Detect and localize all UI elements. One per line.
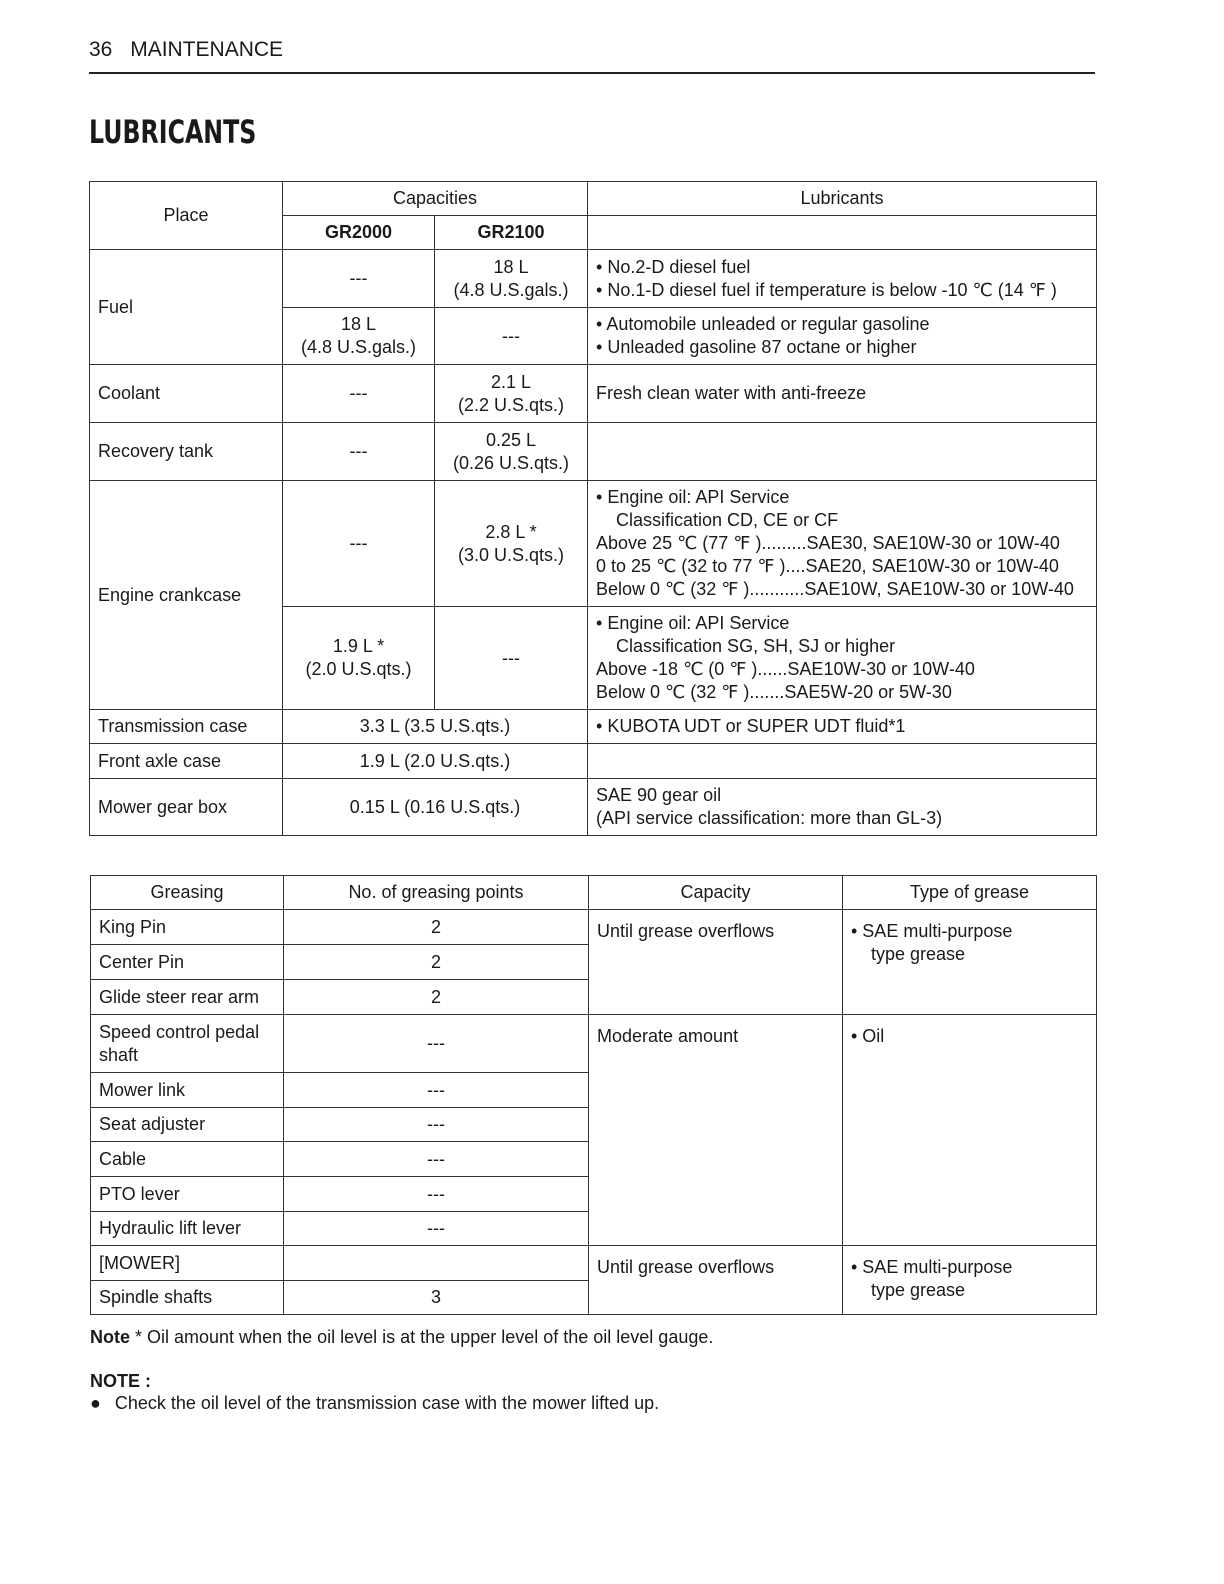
greasing-points bbox=[284, 1246, 589, 1281]
header-gr2000: GR2000 bbox=[283, 216, 435, 250]
table-row bbox=[90, 365, 1097, 423]
place-mower-gear-box: Mower gear box bbox=[90, 779, 283, 836]
page-title: LUBRICANTS bbox=[89, 113, 257, 151]
greasing-type: • SAE multi-purpose type grease bbox=[843, 910, 1097, 1015]
header-capacity: Capacity bbox=[589, 876, 843, 910]
lubricant-cell: • Engine oil: API Service Classification SG, SH, SJ or higher Above -18 ℃ (0 ℉ )......SAE10W-30 or 10W-40 Below 0 ℃ (32 ℉ ).......SAE5W-20 or 5W-30 bbox=[588, 607, 1097, 710]
lubricant-cell: • Engine oil: API Service Classification CD, CE or CF Above 25 ℃ (77 ℉ ).........SAE30, SAE10W-30 or 10W-40 0 to 25 ℃ (32 to 77 ℉ )....SAE20, SAE10W-30 or 10W-40 Below 0 ℃ (32 ℉ )...........SAE10W, SAE10W-30 or 10W-40 bbox=[588, 481, 1097, 607]
capacity-cell: --- bbox=[435, 607, 588, 710]
capacity-cell: 0.15 L (0.16 U.S.qts.) bbox=[283, 779, 588, 836]
header-place: Place bbox=[90, 182, 283, 250]
table-row bbox=[90, 182, 1097, 216]
greasing-points: --- bbox=[284, 1142, 589, 1177]
greasing-place: Speed control pedal shaft bbox=[91, 1015, 284, 1073]
table-row bbox=[90, 710, 1097, 744]
lubricant-cell: Fresh clean water with anti-freeze bbox=[588, 365, 1097, 423]
note-heading: NOTE : bbox=[90, 1371, 151, 1391]
place-transmission-case: Transmission case bbox=[90, 710, 283, 744]
greasing-place: Mower link bbox=[91, 1073, 284, 1108]
capacity-cell: 3.3 L (3.5 U.S.qts.) bbox=[283, 710, 588, 744]
header-type: Type of grease bbox=[843, 876, 1097, 910]
greasing-capacity: Until grease overflows bbox=[589, 910, 843, 1015]
lubricant-cell: • No.2-D diesel fuel • No.1-D diesel fuel if temperature is below -10 ℃ (14 ℉ ) bbox=[588, 250, 1097, 308]
note-label: Note bbox=[90, 1327, 130, 1347]
page-header bbox=[89, 38, 1095, 74]
header-capacities: Capacities bbox=[283, 182, 588, 216]
greasing-capacity: Moderate amount bbox=[589, 1015, 843, 1246]
lubricants-table bbox=[89, 181, 1097, 836]
capacity-cell: --- bbox=[283, 423, 435, 481]
table-row bbox=[90, 423, 1097, 481]
table-row bbox=[91, 876, 1097, 910]
header-lubricants: Lubricants bbox=[588, 182, 1097, 216]
greasing-points: --- bbox=[284, 1212, 589, 1246]
capacity-cell: --- bbox=[435, 308, 588, 365]
greasing-points: 2 bbox=[284, 980, 589, 1015]
greasing-place: PTO lever bbox=[91, 1177, 284, 1212]
empty-cell bbox=[588, 744, 1097, 779]
note-block bbox=[90, 1370, 659, 1414]
lubricant-cell: • KUBOTA UDT or SUPER UDT fluid*1 bbox=[588, 710, 1097, 744]
header-gr2100: GR2100 bbox=[435, 216, 588, 250]
greasing-place: [MOWER] bbox=[91, 1246, 284, 1281]
capacity-cell: 0.25 L (0.26 U.S.qts.) bbox=[435, 423, 588, 481]
greasing-place: Seat adjuster bbox=[91, 1108, 284, 1142]
capacity-cell: 2.1 L (2.2 U.S.qts.) bbox=[435, 365, 588, 423]
bullet-icon: ● bbox=[90, 1393, 101, 1413]
note-item bbox=[90, 1392, 659, 1414]
lubricant-cell: SAE 90 gear oil (API service classification: more than GL-3) bbox=[588, 779, 1097, 836]
greasing-points: --- bbox=[284, 1015, 589, 1073]
section-title: MAINTENANCE bbox=[130, 38, 284, 61]
table-row bbox=[90, 779, 1097, 836]
note-item-text: Check the oil level of the transmission case with the mower lifted up. bbox=[114, 1393, 660, 1413]
greasing-points: 2 bbox=[284, 945, 589, 980]
greasing-type: • Oil bbox=[843, 1015, 1097, 1246]
capacity-cell: 1.9 L * (2.0 U.S.qts.) bbox=[283, 607, 435, 710]
note-text: * Oil amount when the oil level is at the upper level of the oil level gauge. bbox=[135, 1327, 714, 1347]
greasing-points: 3 bbox=[284, 1281, 589, 1315]
table-row bbox=[91, 910, 1097, 945]
greasing-points: --- bbox=[284, 1073, 589, 1108]
table-row bbox=[91, 1015, 1097, 1073]
place-front-axle-case: Front axle case bbox=[90, 744, 283, 779]
capacity-cell: 2.8 L * (3.0 U.S.qts.) bbox=[435, 481, 588, 607]
greasing-type: • SAE multi-purpose type grease bbox=[843, 1246, 1097, 1315]
greasing-place: Glide steer rear arm bbox=[91, 980, 284, 1015]
greasing-points: 2 bbox=[284, 910, 589, 945]
lubricant-cell: • Automobile unleaded or regular gasoline • Unleaded gasoline 87 octane or higher bbox=[588, 308, 1097, 365]
capacity-cell: --- bbox=[283, 250, 435, 308]
greasing-capacity: Until grease overflows bbox=[589, 1246, 843, 1315]
empty-cell bbox=[588, 423, 1097, 481]
place-recovery-tank: Recovery tank bbox=[90, 423, 283, 481]
table-row bbox=[91, 1246, 1097, 1281]
page-number: 36 bbox=[89, 38, 113, 61]
footnote bbox=[90, 1327, 713, 1348]
table-row bbox=[90, 481, 1097, 607]
capacity-cell: 1.9 L (2.0 U.S.qts.) bbox=[283, 744, 588, 779]
greasing-place: Cable bbox=[91, 1142, 284, 1177]
greasing-place: King Pin bbox=[91, 910, 284, 945]
greasing-place: Center Pin bbox=[91, 945, 284, 980]
capacity-cell: 18 L (4.8 U.S.gals.) bbox=[435, 250, 588, 308]
table-row bbox=[90, 250, 1097, 308]
place-fuel: Fuel bbox=[90, 250, 283, 365]
place-coolant: Coolant bbox=[90, 365, 283, 423]
greasing-place: Spindle shafts bbox=[91, 1281, 284, 1315]
header-points: No. of greasing points bbox=[284, 876, 589, 910]
empty-cell bbox=[588, 216, 1097, 250]
header-greasing: Greasing bbox=[91, 876, 284, 910]
greasing-place: Hydraulic lift lever bbox=[91, 1212, 284, 1246]
greasing-points: --- bbox=[284, 1177, 589, 1212]
greasing-points: --- bbox=[284, 1108, 589, 1142]
place-engine-crankcase: Engine crankcase bbox=[90, 481, 283, 710]
capacity-cell: 18 L (4.8 U.S.gals.) bbox=[283, 308, 435, 365]
greasing-table bbox=[90, 875, 1097, 1315]
table-row bbox=[90, 744, 1097, 779]
capacity-cell: --- bbox=[283, 481, 435, 607]
capacity-cell: --- bbox=[283, 365, 435, 423]
